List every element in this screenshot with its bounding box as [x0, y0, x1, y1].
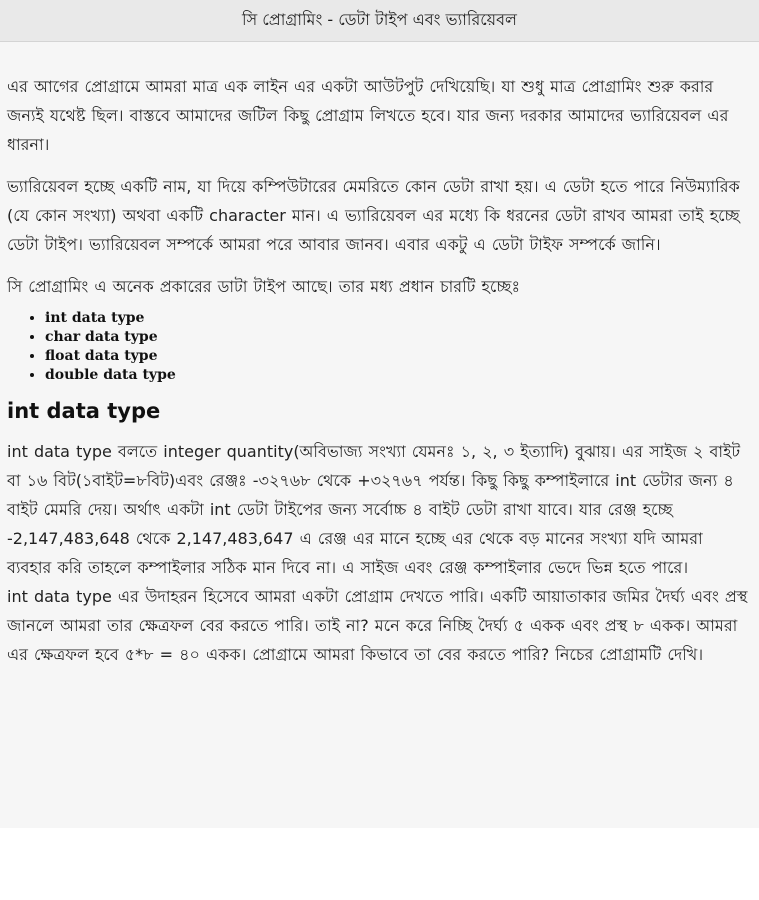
list-item-double: • double data type: [45, 366, 753, 385]
list-item-int: • int data type: [45, 309, 753, 328]
title-bar: [0, 0, 759, 42]
article-content[interactable]: [0, 42, 759, 828]
page-title: সি প্রোগ্রামিং - ডেটা টাইপ এবং ভ্যারিয়েবল: [242, 10, 517, 29]
data-types-list: [7, 309, 753, 385]
list-item-float: • float data type: [45, 347, 753, 366]
intro-paragraph: এর আগের প্রোগ্রামে আমরা মাত্র এক লাইন এর একটা আউটপুট দেখিয়েছি। যা শুধু মাত্র প্রোগ্রামিং শুরু করার জন্যই যথেষ্ট ছিল। বাস্তবে আমাদের জটিল কিছু প্রোগ্রাম লিখতে হবে। যার জন্য দরকার আমাদের ভ্যারিয়েবল এর ধারনা।: [7, 77, 729, 154]
int-section-heading: int data type: [7, 399, 161, 423]
types-intro-paragraph: সি প্রোগ্রামিং এ অনেক প্রকারের ডাটা টাইপ আছে। তার মধ্য প্রধান চারটি হচ্ছেঃ: [7, 277, 520, 296]
variable-paragraph: ভ্যারিয়েবল হচ্ছে একটি নাম, যা দিয়ে কম্পিউটারের মেমরিতে কোন ডেটা রাখা হয়। এ ডেটা হতে পারে নিউম্যারিক (যে কোন সংখ্যা) অথবা একটি character মান। এ ভ্যারিয়েবল এর মধ্যে কি ধরনের ডেটা রাখব আমরা তাই হচ্ছে ডেটা টাইপ। ভ্যারিয়েবল সম্পর্কে আমরা পরে আবার জানব। এবার একটু এ ডেটা টাইফ সম্পর্কে জানি।: [7, 177, 740, 254]
list-item-char: • char data type: [45, 328, 753, 347]
int-paragraph-1: int data type বলতে integer quantity(অবিভাজ্য সংখ্যা যেমনঃ ১, ২, ৩ ইত্যাদি) বুঝায়। এর সাইজ ২ বাইট বা ১৬ বিট(১বাইট=৮বিট)এবং রেঞ্জঃ -৩২৭৬৮ থেকে +৩২৭৬৭ পর্যন্ত। কিছু কিছু কম্পাইলারে int ডেটার জন্য ৪ বাইট মেমরি দেয়। অর্থাৎ একটা int ডেটা টাইপের জন্য সর্বোচ্চ ৪ বাইট ডেটা রাখা যাবে। যার রেঞ্জ হচ্ছে -2,147,483,648 থেকে 2,147,483,647 এ রেঞ্জ এর মানে হচ্ছে এর থেকে বড় মানের সংখ্যা যদি আমরা ব্যবহার করি তাহলে কম্পাইলার সঠিক মান দিবে না। এ সাইজ এবং রেঞ্জ কম্পাইলার ভেদে ভিন্ন হতে পারে।: [7, 442, 741, 577]
int-paragraph-2: int data type এর উদাহরন হিসেবে আমরা একটা প্রোগ্রাম দেখতে পারি। একটি আয়াতাকার জমির দৈর্ঘ্য এবং প্রস্থ জানলে আমরা তার ক্ষেত্রফল বের করতে পারি। তাই না? মনে করে নিচ্ছি দৈর্ঘ্য ৫ একক এবং প্রস্থ ৮ একক। আমরা এর ক্ষেত্রফল হবে ৫*৮ = ৪০ একক। প্রোগ্রামে আমরা কিভাবে তা বের করতে পারি? নিচের প্রোগ্রামটি দেখি।: [7, 587, 748, 664]
